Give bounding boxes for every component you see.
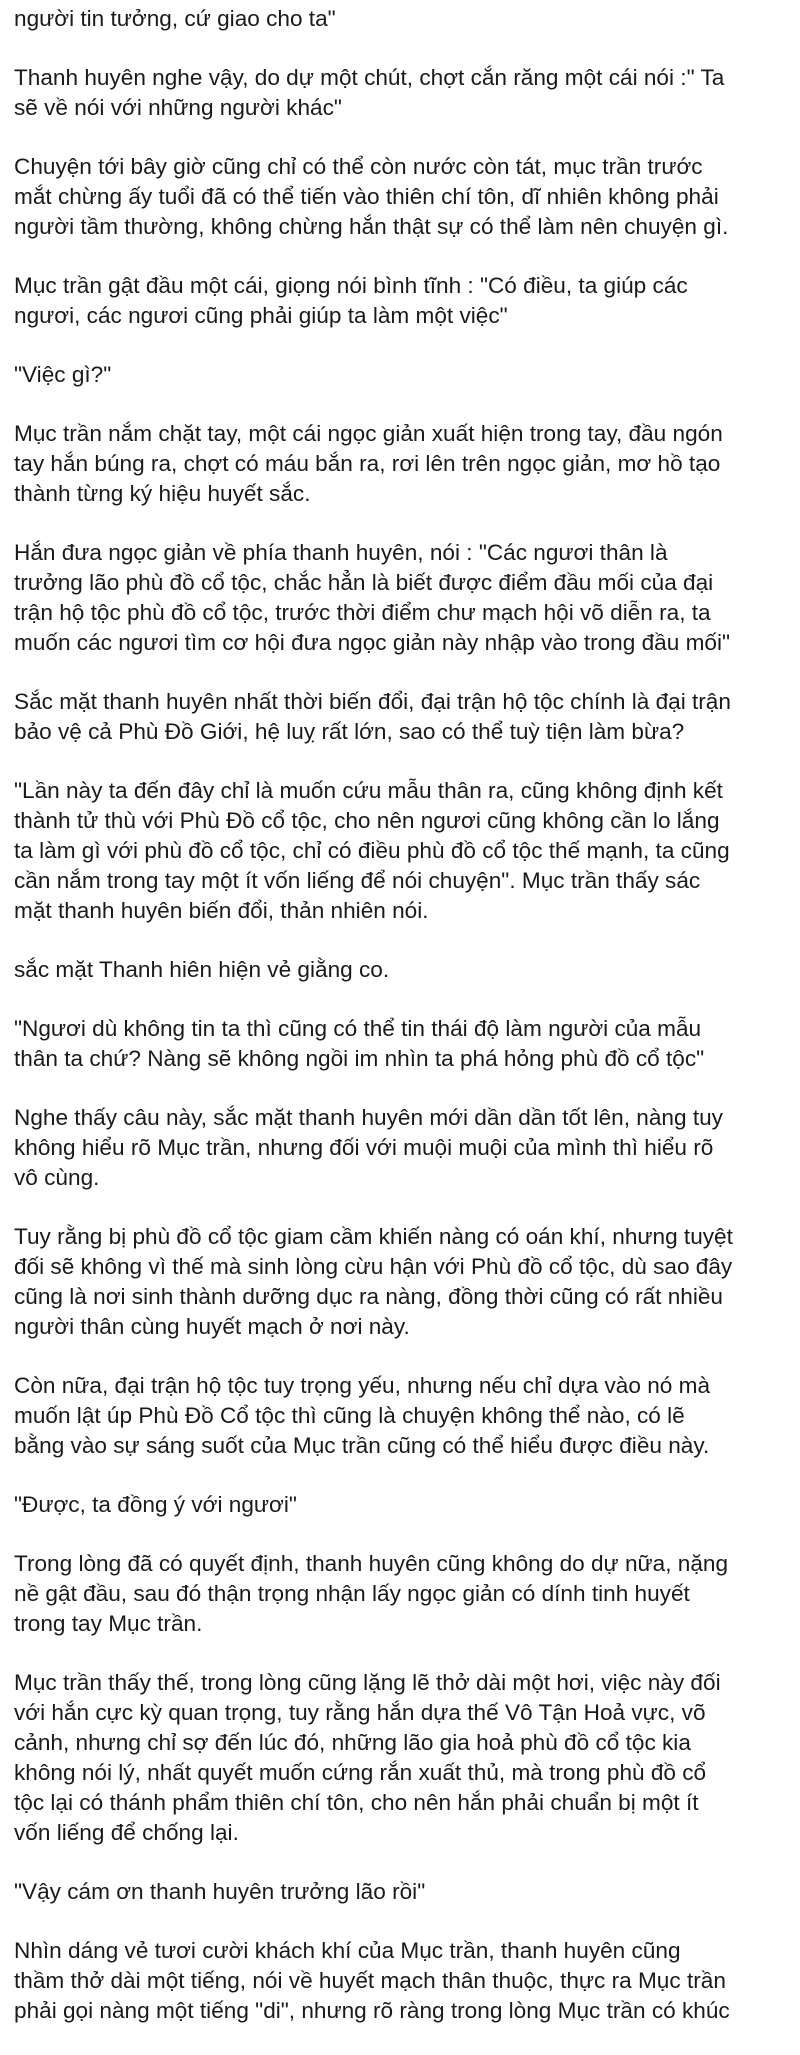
text-line: đối sẽ không vì thế mà sinh lòng cừu hận với Phù đồ cổ tộc, dù sao đây [14, 1254, 733, 1279]
document-page [14, 0, 794, 2055]
text-line: thành tử thù với Phù Đồ cổ tộc, cho nên ngươi cũng không cần lo lắng [14, 808, 720, 833]
text-line: tộc lại có thánh phẩm thiên chí tôn, cho nên hắn phải chuẩn bị một ít [14, 1790, 699, 1815]
text-line: Nghe thấy câu này, sắc mặt thanh huyên mới dần dần tốt lên, nàng tuy [14, 1105, 723, 1130]
text-line: tay hắn búng ra, chợt có máu bắn ra, rơi lên trên ngọc giản, mơ hồ tạo [14, 451, 721, 476]
text-line: cũng là nơi sinh thành dưỡng dục ra nàng, đồng thời cũng có rất nhiều [14, 1284, 723, 1309]
paragraph [14, 1103, 794, 1193]
text-line: với hắn cực kỳ quan trọng, tuy rằng hắn dựa thế Vô Tận Hoả vực, võ [14, 1700, 706, 1725]
paragraph [14, 271, 794, 331]
text-line: sẽ về nói với những người khác" [14, 95, 342, 120]
text-line: bằng vào sự sáng suốt của Mục trần cũng có thể hiểu được điều này. [14, 1433, 710, 1458]
paragraph [14, 1936, 794, 2026]
text-line: ngươi, các ngươi cũng phải giúp ta làm một việc" [14, 303, 508, 328]
paragraph [14, 1549, 794, 1639]
paragraph [14, 955, 794, 985]
paragraph [14, 538, 794, 658]
text-line: Mục trần thấy thế, trong lòng cũng lặng lẽ thở dài một hơi, việc này đối [14, 1670, 721, 1695]
text-line: cảnh, nhưng chỉ sợ đến lúc đó, những lão gia hoả phù đồ cổ tộc kia [14, 1730, 691, 1755]
paragraph [14, 1877, 794, 1907]
text-line: Thanh huyên nghe vậy, do dự một chút, chợt cắn răng một cái nói :" Ta [14, 65, 725, 90]
text-line: cần nắm trong tay một ít vốn liếng để nói chuyện". Mục trần thấy sác [14, 868, 701, 893]
paragraph [14, 419, 794, 509]
paragraph [14, 152, 794, 242]
text-line: người tầm thường, không chừng hắn thật sự có thể làm nên chuyện gì. [14, 214, 729, 239]
text-line: thầm thở dài một tiếng, nói về huyết mạch thân thuộc, thực ra Mục trần [14, 1968, 726, 1993]
text-line: Mục trần gật đầu một cái, giọng nói bình tĩnh : "Có điều, ta giúp các [14, 273, 688, 298]
paragraph [14, 1014, 794, 1074]
text-line: thân ta chứ? Nàng sẽ không ngồi im nhìn ta phá hỏng phù đồ cổ tộc" [14, 1046, 705, 1071]
text-line: vô cùng. [14, 1165, 100, 1190]
text-line: ta làm gì với phù đồ cổ tộc, chỉ có điều phù đồ cổ tộc thế mạnh, ta cũng [14, 838, 730, 863]
text-line: không nói lý, nhất quyết muốn cứng rắn xuất thủ, mà trong phù đồ cổ [14, 1760, 707, 1785]
text-line: bảo vệ cả Phù Đồ Giới, hệ luỵ rất lớn, sao có thể tuỳ tiện làm bừa? [14, 719, 685, 744]
paragraph [14, 1371, 794, 1461]
text-line: Mục trần nắm chặt tay, một cái ngọc giản xuất hiện trong tay, đầu ngón [14, 421, 723, 446]
text-line: người thân cùng huyết mạch ở nơi này. [14, 1314, 410, 1339]
text-line: "Ngươi dù không tin ta thì cũng có thể tin thái độ làm người của mẫu [14, 1016, 702, 1041]
text-line: Nhìn dáng vẻ tươi cười khách khí của Mục trần, thanh huyên cũng [14, 1938, 681, 1963]
text-line: "Việc gì?" [14, 362, 112, 387]
text-line: muốn lật úp Phù Đồ Cổ tộc thì cũng là chuyện không thể nào, có lẽ [14, 1403, 685, 1428]
text-line: "Được, ta đồng ý với ngươi" [14, 1492, 297, 1517]
paragraph [14, 1222, 794, 1342]
text-line: nề gật đầu, sau đó thận trọng nhận lấy ngọc giản có dính tinh huyết [14, 1581, 690, 1606]
paragraph [14, 1668, 794, 1848]
text-line: mắt chừng ấy tuổi đã có thể tiến vào thiên chí tôn, dĩ nhiên không phải [14, 184, 719, 209]
text-line: muốn các ngươi tìm cơ hội đưa ngọc giản này nhập vào trong đầu mối" [14, 630, 730, 655]
paragraph [14, 360, 794, 390]
text-line: phải gọi nàng một tiếng "di", nhưng rõ ràng trong lòng Mục trần có khúc [14, 1998, 730, 2023]
text-line: vốn liếng để chống lại. [14, 1820, 239, 1845]
text-line: thành từng ký hiệu huyết sắc. [14, 481, 311, 506]
paragraph [14, 1490, 794, 1520]
text-line: mặt thanh huyên biến đổi, thản nhiên nói. [14, 898, 429, 923]
text-line: Còn nữa, đại trận hộ tộc tuy trọng yếu, nhưng nếu chỉ dựa vào nó mà [14, 1373, 711, 1398]
text-line: trong tay Mục trần. [14, 1611, 203, 1636]
text-line: trận hộ tộc phù đồ cổ tộc, trước thời điểm chư mạch hội võ diễn ra, ta [14, 600, 711, 625]
text-line: sắc mặt Thanh hiên hiện vẻ giằng co. [14, 957, 390, 982]
text-line: Hắn đưa ngọc giản về phía thanh huyên, nói : "Các ngươi thân là [14, 540, 668, 565]
text-line: Chuyện tới bây giờ cũng chỉ có thể còn nước còn tát, mục trần trước [14, 154, 703, 179]
text-line: người tin tưởng, cứ giao cho ta" [14, 6, 336, 31]
text-line: Trong lòng đã có quyết định, thanh huyên cũng không do dự nữa, nặng [14, 1551, 729, 1576]
paragraph [14, 687, 794, 747]
paragraph [14, 4, 794, 34]
paragraph [14, 776, 794, 926]
text-line: Tuy rằng bị phù đồ cổ tộc giam cầm khiến nàng có oán khí, nhưng tuyệt [14, 1224, 733, 1249]
text-line: "Lần này ta đến đây chỉ là muốn cứu mẫu thân ra, cũng không định kết [14, 778, 723, 803]
text-line: trưởng lão phù đồ cổ tộc, chắc hẳn là biết được điểm đầu mối của đại [14, 570, 714, 595]
text-line: không hiểu rõ Mục trần, nhưng đối với muội muội của mình thì hiểu rõ [14, 1135, 714, 1160]
text-line: "Vậy cám ơn thanh huyên trưởng lão rồi" [14, 1879, 426, 1904]
text-line: Sắc mặt thanh huyên nhất thời biến đổi, đại trận hộ tộc chính là đại trận [14, 689, 731, 714]
paragraph [14, 63, 794, 123]
